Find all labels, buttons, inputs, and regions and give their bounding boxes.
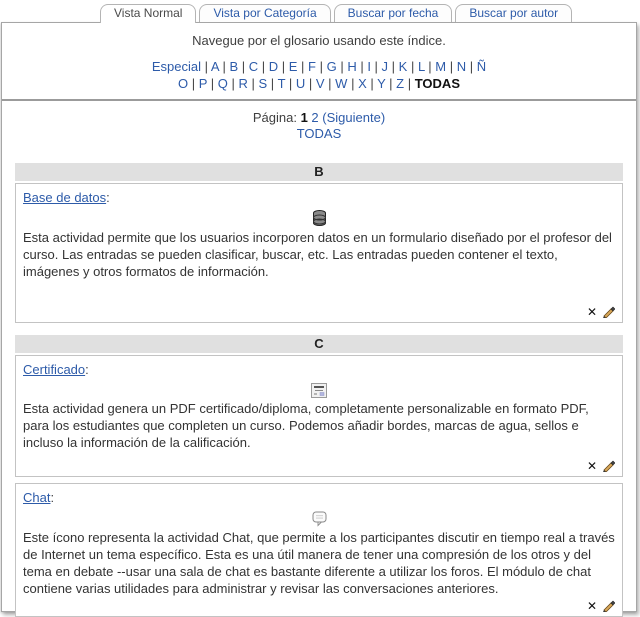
edit-entry-icon[interactable] [602,459,615,472]
index-separator: | [188,76,199,91]
tab-vista-normal[interactable]: Vista Normal [100,4,196,23]
alphabet-index-row2 [2,75,636,92]
index-separator: | [207,76,218,91]
index-letter-link[interactable]: A [210,59,219,74]
tab-buscar-por-autor[interactable]: Buscar por autor [455,4,572,22]
section-header-c: C [15,335,623,353]
entry-icon-row [23,507,615,529]
index-letter-link[interactable]: E [288,59,298,74]
section-header-b: B [15,163,623,181]
index-separator: | [424,59,436,74]
index-separator: | [315,59,327,74]
entry-chat [15,483,623,617]
index-letter-link[interactable]: W [335,76,348,91]
index-letter-link[interactable]: M [435,59,447,74]
index-separator: | [356,59,368,74]
index-letter-link[interactable]: U [295,76,306,91]
entry-base-de-datos [15,183,623,323]
entry-definition: Esta actividad permite que los usuarios incorporen datos en un formulario diseñado por el profesor del curso. Las entradas se pueden clasificar, buscar, etc. Las entradas pueden contener el texto, imágenes y otros formatos de información. [23,230,612,280]
index-separator: | [267,76,278,91]
delete-entry-icon[interactable]: ✕ [586,598,597,613]
edit-entry-icon[interactable] [602,305,615,318]
entry-icon-row [23,379,615,400]
show-all-link[interactable]: TODAS [296,126,342,141]
index-separator: | [407,59,418,74]
index-letter-link[interactable]: F [308,59,316,74]
index-separator: | [388,59,399,74]
index-separator: | [446,59,457,74]
entry-actions [23,456,615,472]
index-letter-link[interactable]: Q [217,76,228,91]
index-separator: | [200,59,211,74]
chat-icon [312,510,327,525]
paging-row [2,110,636,126]
index-letter-link[interactable]: O [178,76,189,91]
current-page-number: 1 [300,110,308,125]
paging-all-row [2,126,636,142]
entry-actions [23,597,615,613]
glossary-index-header [2,23,636,101]
entry-title-colon: : [85,362,89,377]
index-separator: | [297,59,309,74]
delete-entry-icon[interactable]: ✕ [586,304,597,319]
entry-title-colon: : [50,490,55,505]
index-special-link[interactable]: Especial [151,59,201,74]
index-separator: | [347,76,359,91]
index-letter-link[interactable]: C [248,59,259,74]
index-letter-link[interactable]: H [347,59,357,74]
index-letter-link[interactable]: S [258,76,268,91]
index-separator: | [385,76,397,91]
index-letter-link[interactable]: B [229,59,239,74]
index-separator: | [258,59,269,74]
index-separator: | [285,76,296,91]
index-letter-link[interactable]: J [381,59,389,74]
index-separator: | [238,59,249,74]
index-letter-link[interactable]: Ñ [476,59,487,74]
glossary-entries [15,163,623,617]
certificate-icon [311,382,327,397]
index-separator: | [370,59,382,74]
next-page-link[interactable]: (Siguiente) [322,110,386,125]
index-separator: | [466,59,477,74]
index-letter-link[interactable]: P [198,76,208,91]
index-separator: | [227,76,239,91]
index-separator: | [404,76,415,91]
entry-icon-row [23,207,615,229]
index-letter-link[interactable]: I [367,59,371,74]
database-icon [312,210,327,225]
index-separator: | [336,59,348,74]
tab-buscar-por-fecha[interactable]: Buscar por fecha [334,4,453,22]
index-separator: | [305,76,316,91]
entry-actions [23,302,615,318]
index-letter-link[interactable]: G [326,59,337,74]
index-separator: | [324,76,336,91]
index-letter-link[interactable]: X [358,76,367,91]
index-separator: | [218,59,230,74]
index-letter-link[interactable]: L [417,59,425,74]
index-letter-link[interactable]: Y [377,76,386,91]
index-letter-link[interactable]: N [456,59,467,74]
entry-certificado [15,355,623,477]
delete-entry-icon[interactable]: ✕ [586,458,597,473]
index-letter-link[interactable]: K [398,59,408,74]
glossary-content-box [1,22,637,612]
index-letter-link[interactable]: Z [396,76,405,91]
entry-title-link[interactable]: Base de datos [23,190,107,205]
index-letter-link[interactable]: T [277,76,286,91]
index-letter-link[interactable]: R [238,76,248,91]
view-tabs [100,4,572,23]
alphabet-index-row1 [2,58,636,75]
entry-definition: Este ícono representa la actividad Chat, que permite a los participantes discutir en tiempo real a través de Internet un tema específico. Esta es una útil manera de tener una compresión de los otros y del tema en debate --usar una sala de chat es bastante diferente a utilizar los foros. El módulo de chat contiene varias utilidades para administrar y revisar las conversaciones anteriores. [23,529,615,596]
paging-label: Página: [252,110,297,125]
entry-definition: Esta actividad genera un PDF certificado/diploma, completamente personalizable en formato PDF, para los estudiantes que completen un curso. Podemos añadir bordes, marcas de agua, sellos e incluso la información de la calificación. [23,401,589,451]
page-2-link[interactable]: 2 [311,110,319,125]
index-letter-link[interactable]: D [268,59,279,74]
entry-title-colon: : [106,190,110,205]
entry-title-link[interactable]: Chat [23,490,51,505]
index-instruction: Navegue por el glosario usando este índice. [192,33,446,48]
index-letter-link[interactable]: V [315,76,325,91]
index-separator: | [366,76,378,91]
index-separator: | [247,76,259,91]
entry-title-link[interactable]: Certificado [23,362,86,377]
index-separator: | [278,59,289,74]
index-all-current: TODAS [414,76,460,91]
tab-vista-por-categoria[interactable]: Vista por Categoría [199,4,330,22]
edit-entry-icon[interactable] [602,600,615,613]
